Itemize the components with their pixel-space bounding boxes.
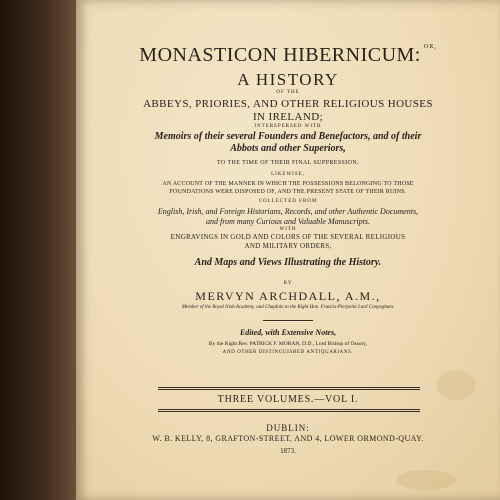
account-line-2: FOUNDATIONS WERE DISPOSED OF, AND THE PRESENT STATE OF THEIR RUINS.	[169, 189, 407, 195]
likewise-text: LIKEWISE,	[271, 172, 305, 177]
author-description: Member of the Royal Irish Academy, and Chaplain to the Right Hon. Francis-Pierpoint Lord Conyngham.	[181, 305, 395, 310]
abbeys-line: ABBEYS, PRIORIES, AND OTHER RELIGIOUS HOUSES	[143, 98, 433, 110]
title-page	[76, 0, 500, 500]
antiquarians-line: AND OTHER DISTINGUISHED ANTIQUARIANS.	[222, 350, 354, 355]
year-line: 1873.	[280, 447, 296, 455]
memoirs-line-1: Memoirs of their several Founders and Benefactors, and of their	[154, 131, 422, 142]
divider	[263, 320, 313, 321]
sources-line-1: English, Irish, and Foreign Historians, Records, and other Authentic Documents,	[157, 207, 419, 216]
memoirs-line-2: Abbots and other Superiors,	[230, 143, 346, 154]
by-text: BY	[283, 281, 293, 286]
main-title: MONASTICON HIBERNICUM: $^{OR,}$	[139, 44, 437, 66]
foxing-stain	[396, 470, 456, 490]
interspersed-text: INTERSPERSED WITH	[254, 124, 322, 129]
with-text: WITH	[279, 227, 297, 232]
divider-bottom-inner	[158, 411, 420, 412]
city-line: DUBLIN:	[266, 423, 310, 433]
maps-line: And Maps and Views Illustrating the History.	[194, 257, 382, 268]
divider-top	[158, 387, 420, 388]
of-the-text: OF THE	[276, 90, 300, 95]
divider-bottom	[158, 409, 420, 410]
engravings-line-2: AND MILITARY ORDERS,	[244, 242, 332, 250]
subtitle: A HISTORY	[237, 70, 339, 89]
divider-top-inner	[158, 389, 420, 390]
author-name: MERVYN ARCHDALL, A.M.,	[195, 289, 381, 303]
volume-line: THREE VOLUMES.—VOL I.	[217, 394, 359, 405]
suppression-line: TO THE TIME OF THEIR FINAL SUPPRESSION.	[216, 160, 360, 166]
engravings-line-1: ENGRAVINGS IN GOLD AND COLORS OF THE SEVERAL RELIGIOUS	[170, 233, 406, 241]
editor-line: By the Right Rev. PATRICK F. MORAN, D.D., Lord Bishop of Ossory,	[208, 341, 368, 347]
edited-line: Edited, with Extensive Notes,	[239, 328, 337, 337]
publisher-line: W. B. KELLY, 8, GRAFTON-STREET, AND 4, LOWER ORMOND-QUAY.	[152, 434, 424, 443]
sources-line-2: and from many Curious and Valuable Manuscripts.	[206, 217, 370, 226]
account-line-1: AN ACCOUNT OF THE MANNER IN WHICH THE POSSESSIONS BELONGING TO THOSE	[162, 181, 414, 187]
binding-shadow	[0, 0, 78, 500]
ireland-line: IN IRELAND;	[252, 111, 324, 123]
collected-text: COLLECTED FROM	[258, 199, 318, 204]
